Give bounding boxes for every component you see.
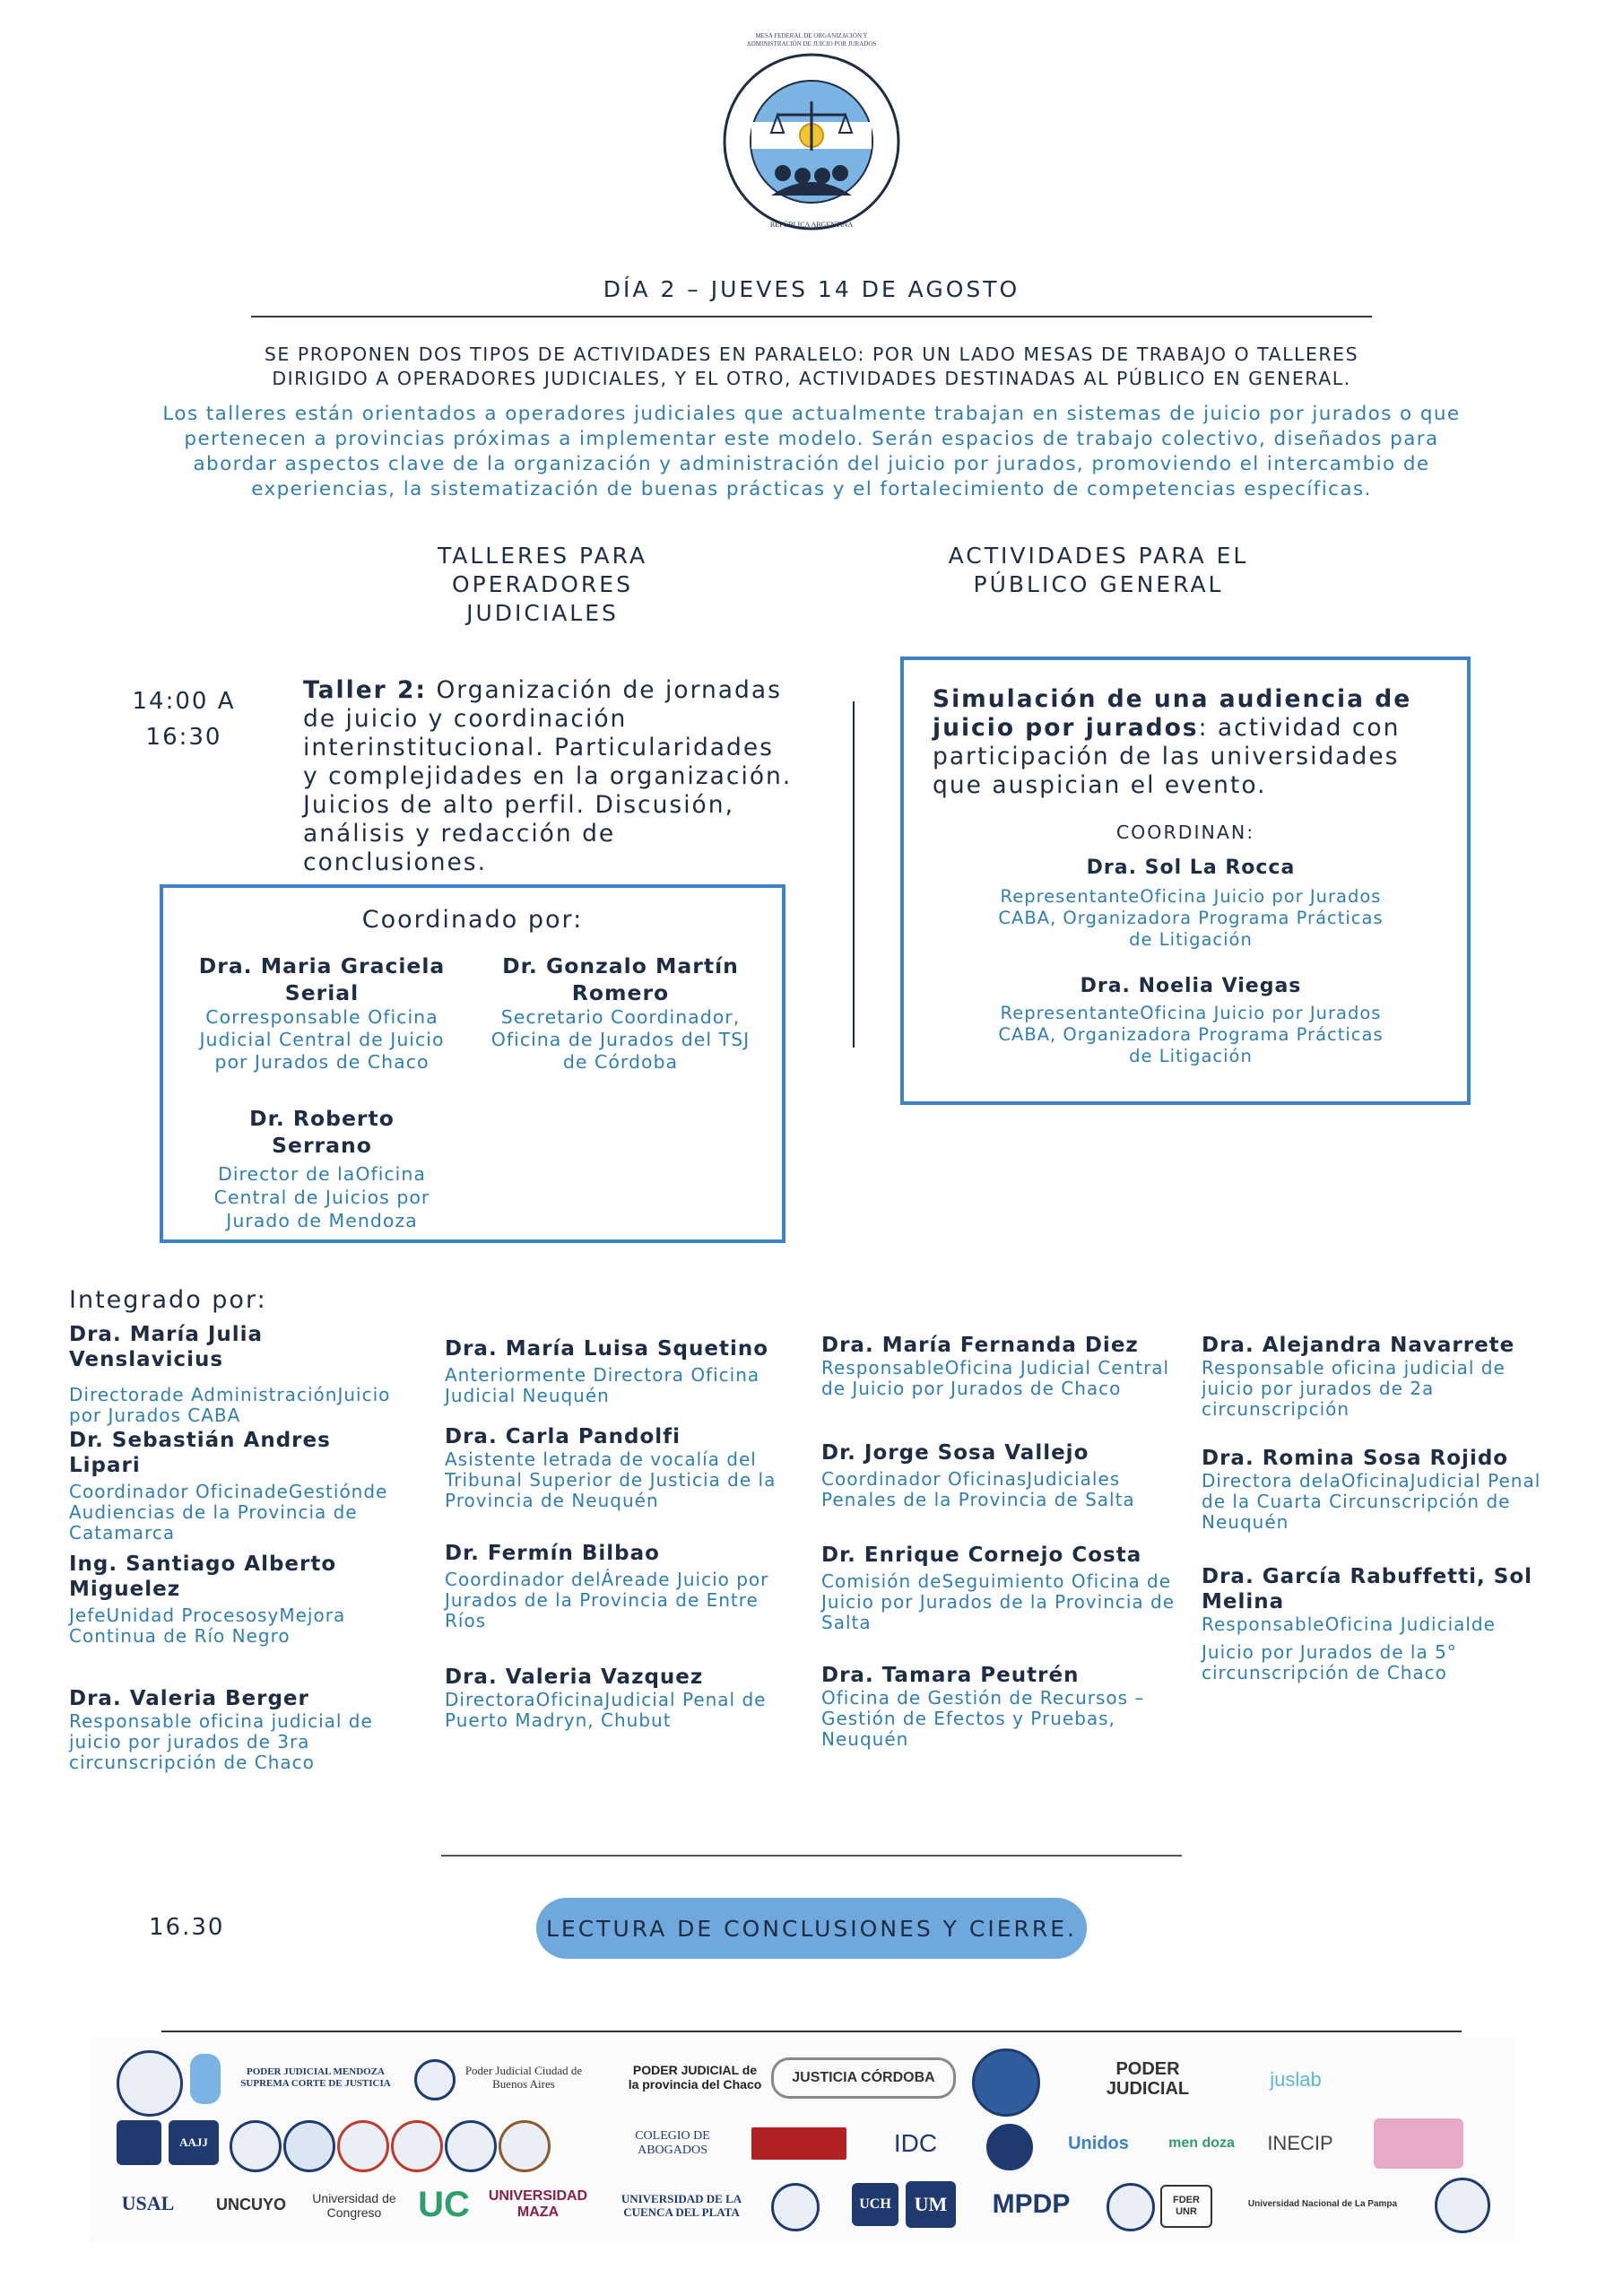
- sim-coordinator-2-role: RepresentanteOficina Juicio por Jurados CABA, Organizadora Programa Prácticas de Litigación: [998, 1003, 1384, 1066]
- sim-coordinator-1: [994, 856, 1388, 951]
- coordinan-label: COORDINAN:: [1115, 822, 1255, 843]
- closing-label: LECTURA DE CONCLUSIONES Y CIERRE.: [546, 1915, 1077, 1942]
- member-12: [821, 1663, 1180, 1750]
- logo-juslab: juslab: [1270, 2068, 1322, 2091]
- circle-logo-4: [391, 2120, 443, 2172]
- logo-colegio-abogados: COLEGIO DE ABOGADOS: [635, 2129, 710, 2157]
- member-5: [445, 1336, 785, 1406]
- member-name: Dra. María Julia Venslavicius: [69, 1323, 264, 1371]
- logo-unidos: Unidos: [1068, 2133, 1129, 2153]
- member-4: [69, 1686, 392, 1773]
- day-header: DÍA 2 – JUEVES 14 DE AGOSTO: [603, 276, 1020, 302]
- circle-logo-5: [445, 2120, 497, 2172]
- logo-mendoza: PODER JUDICIAL MENDOZA SUPREMA CORTE DE JUSTICIA: [240, 2066, 391, 2089]
- member-name: Dr. Jorge Sosa Vallejo: [821, 1441, 1089, 1465]
- logo-cedeit: [117, 2120, 161, 2165]
- closing-pill: [536, 1898, 1087, 1959]
- coordinator-2-name: Dr. Gonzalo Martín Romero: [502, 953, 739, 1005]
- member-role: ResponsableOficina Judicialde: [1202, 1613, 1496, 1635]
- simulation-box: [900, 657, 1471, 1105]
- circle-logo-10: [1435, 2178, 1490, 2233]
- coordinator-1-name: Dra. Maria Graciela Serial: [198, 953, 446, 1005]
- member-13: [1202, 1333, 1560, 1420]
- member-role: Responsable oficina judicial de juicio por jurados de 3ra circunscripción de Chaco: [69, 1710, 373, 1773]
- seal-logo: [722, 52, 901, 231]
- header-divider: [251, 316, 1372, 317]
- intro-caps: SE PROPONEN DOS TIPOS DE ACTIVIDADES EN PARALELO: POR UN LADO MESAS DE TRABAJO O TALLERES DIRIGIDO A OPERADORES JUDICIALES, Y EL OTRO, ACTIVIDADES DESTINADAS AL PÚBLICO EN GENERAL.: [264, 344, 1359, 389]
- taller-label: Taller 2:: [303, 676, 428, 704]
- logo-red-banner: [751, 2127, 846, 2160]
- member-name: Dra. Valeria Vazquez: [445, 1665, 704, 1689]
- coordinator-1: [183, 952, 461, 1074]
- member-8: [445, 1665, 794, 1731]
- logos-divider: [161, 2031, 1462, 2032]
- member-role: Coordinador OficinasJudiciales Penales de la Provincia de Salta: [821, 1468, 1135, 1510]
- member-name: Dr. Enrique Cornejo Costa: [821, 1544, 1142, 1567]
- circle-logo-9: [1107, 2183, 1155, 2231]
- logo-caba: Poder Judicial Ciudad de Buenos Aires: [464, 2064, 583, 2091]
- argentina-shield-logo: [190, 2054, 221, 2104]
- logo-cordoba: JUSTICIA CÓRDOBA: [771, 2057, 956, 2099]
- circle-logo-7: [986, 2124, 1033, 2170]
- member-role: Asistente letrada de vocalía del Tribunal Superior de Justicia de la Provincia de Neuquén: [445, 1448, 777, 1511]
- logo-uc: UC: [418, 2184, 470, 2224]
- coordinators-box: [160, 884, 785, 1243]
- logo-uch: UCH: [852, 2183, 898, 2226]
- simulation-text: : actividad con participación de las universidades que auspician el evento.: [933, 714, 1401, 799]
- member-3: [69, 1552, 383, 1647]
- member-11: [821, 1543, 1180, 1633]
- coordinator-1-role: Corresponsable Oficina Judicial Central de Juicio por Jurados de Chaco: [199, 1006, 445, 1073]
- member-name: Dr. Fermín Bilbao: [445, 1542, 660, 1565]
- integrado-label: Integrado por:: [69, 1286, 267, 1314]
- member-1: [69, 1322, 410, 1426]
- intro-text: Los talleres están orientados a operadores judiciales que actualmente trabajan en sistemas de juicio por jurados o que pertenecen a provincias próximas a implementar este modelo. Serán espacios de trabajo colectivo, diseñados para abordar aspectos clave de la organización y administración del juicio por jurados, promoviendo el intercambio de experiencias, la sistematización de buenas prácticas y el fortalecimiento de competencias específicas.: [162, 403, 1461, 500]
- member-name: Dra. Carla Pandolfi: [445, 1425, 681, 1448]
- university-seal-logo: [117, 2050, 183, 2117]
- sim-coordinator-2-name: Dra. Noelia Viegas: [1080, 975, 1302, 997]
- coordinator-2-role: Secretario Coordinador, Oficina de Jurados del TSJ de Córdoba: [490, 1006, 751, 1073]
- logo-um: UM: [906, 2181, 956, 2228]
- logo-usal: USAL: [121, 2192, 175, 2214]
- taller-text: Organización de jornadas de juicio y coordinación interinstitucional. Particularidades y complejidades en la organización. Juicios de alto perfil. Discusión, análisis y redacción de conclusiones.: [303, 676, 793, 876]
- circle-logo-3: [337, 2120, 389, 2172]
- logo-mpdp: MPDP: [992, 2189, 1071, 2219]
- logo-uncuyo: UNCUYO: [215, 2195, 286, 2213]
- coordinator-2: [477, 952, 764, 1074]
- member-name: Dra. Romina Sosa Rojido: [1202, 1447, 1509, 1470]
- coordinator-3-name: Dr. Roberto Serrano: [249, 1106, 395, 1158]
- simulation-description: [933, 685, 1453, 800]
- member-name: Dra. María Fernanda Diez: [821, 1334, 1139, 1357]
- seal-bottom-text: REPÚBLICA ARGENTINA: [769, 221, 854, 229]
- column-divider: [853, 701, 855, 1048]
- taller-description: [303, 676, 796, 877]
- sponsor-logos: [90, 2038, 1515, 2242]
- sim-coordinator-1-name: Dra. Sol La Rocca: [1086, 857, 1296, 879]
- member-7: [445, 1541, 794, 1631]
- caba-seal-logo: [414, 2059, 456, 2100]
- member-2: [69, 1428, 410, 1544]
- sim-coordinator-1-role: RepresentanteOficina Juicio por Jurados CABA, Organizadora Programa Prácticas de Litigación: [998, 886, 1384, 950]
- member-role: Juicio por Jurados de la 5° circunscripción de Chaco: [1202, 1641, 1457, 1683]
- logo-ucp: UNIVERSIDAD DE LA CUENCA DEL PLATA: [621, 2192, 742, 2219]
- member-name: Dra. María Luisa Squetino: [445, 1337, 769, 1361]
- coordinators-title: Coordinado por:: [361, 906, 584, 934]
- circle-logo-6: [499, 2120, 551, 2172]
- logo-maza: UNIVERSIDAD MAZA: [488, 2188, 588, 2220]
- member-name: Dra. Alejandra Navarrete: [1202, 1334, 1515, 1357]
- member-name: Dra. Tamara Peutrén: [821, 1664, 1080, 1687]
- logo-chubut: PODER JUDICIAL: [1106, 2059, 1190, 2099]
- closing-time: 16.30: [149, 1914, 225, 1941]
- member-name: Dra. Valeria Berger: [69, 1687, 309, 1710]
- federal-seal-logo: [972, 2048, 1040, 2117]
- member-name: Dra. García Rabuffetti, Sol Melina: [1202, 1565, 1533, 1613]
- closing-divider: [441, 1855, 1182, 1857]
- logo-aajj: AAJJ: [169, 2120, 219, 2165]
- logo-idc: IDC: [893, 2129, 938, 2157]
- logo-map: [1374, 2118, 1463, 2169]
- member-14: [1202, 1446, 1560, 1533]
- coordinator-3: [201, 1105, 443, 1232]
- logo-congreso: Universidad de Congreso: [312, 2191, 396, 2220]
- member-role: Coordinador OficinadeGestiónde Audiencias de la Provincia de Catamarca: [69, 1481, 388, 1544]
- coordinator-3-role: Director de laOficina Central de Juicios por Jurado de Mendoza: [213, 1163, 430, 1231]
- member-10: [821, 1440, 1180, 1510]
- time-slot: 14:00 A 16:30: [132, 688, 236, 751]
- member-name: Dr. Sebastián Andres Lipari: [69, 1429, 331, 1477]
- member-9: [821, 1333, 1180, 1399]
- member-role: Directora delaOficinaJudicial Penal de la Cuarta Circunscripción de Neuquén: [1202, 1470, 1541, 1533]
- member-role: Coordinador delÁreade Juicio por Jurados de la Provincia de Entre Ríos: [445, 1569, 769, 1631]
- simulation-title: Simulación de una audiencia de juicio por jurados: [933, 685, 1412, 742]
- circle-logo-1: [230, 2120, 282, 2172]
- col-right-title: ACTIVIDADES PARA EL PÚBLICO GENERAL: [948, 543, 1249, 597]
- member-6: [445, 1424, 794, 1511]
- member-role: ResponsableOficina Judicial Central de Juicio por Jurados de Chaco: [821, 1357, 1170, 1399]
- logo-unlpam: Universidad Nacional de La Pampa: [1247, 2199, 1398, 2209]
- member-role: Oficina de Gestión de Recursos – Gestión de Efectos y Pruebas, Neuquén: [821, 1687, 1145, 1750]
- member-name: Ing. Santiago Alberto Miguelez: [69, 1552, 337, 1601]
- member-15: [1202, 1564, 1542, 1683]
- member-role: Comisión deSeguimiento Oficina de Juicio por Jurados de la Provincia de Salta: [821, 1570, 1176, 1633]
- member-role: Directorade AdministraciónJuicio por Jurados CABA: [69, 1384, 391, 1426]
- seal-ring-text: MESA FEDERAL DE ORGANIZACIÓN Y ADMINISTRACIÓN DE JUICIO POR JURADOS: [746, 32, 877, 48]
- member-role: DirectoraOficinaJudicial Penal de Puerto Madryn, Chubut: [445, 1689, 767, 1731]
- circle-logo-8: [771, 2183, 820, 2231]
- member-role: Anteriormente Directora Oficina Judicial Neuquén: [445, 1364, 760, 1406]
- logo-mendoza-ciudad: men doza: [1168, 2135, 1235, 2151]
- sim-coordinator-2: [994, 974, 1388, 1067]
- logo-chaco: PODER JUDICIAL de la provincia del Chaco: [628, 2063, 762, 2092]
- circle-logo-2: [283, 2120, 335, 2172]
- logo-inecip: INECIP: [1267, 2132, 1333, 2154]
- col-left-title: TALLERES PARA OPERADORES JUDICIALES: [437, 543, 648, 626]
- member-role: Responsable oficina judicial de juicio por jurados de 2a circunscripción: [1202, 1357, 1506, 1420]
- member-role: JefeUnidad ProcesosyMejora Continua de Río Negro: [69, 1605, 346, 1647]
- logo-fder-unr: FDER UNR: [1160, 2185, 1212, 2228]
